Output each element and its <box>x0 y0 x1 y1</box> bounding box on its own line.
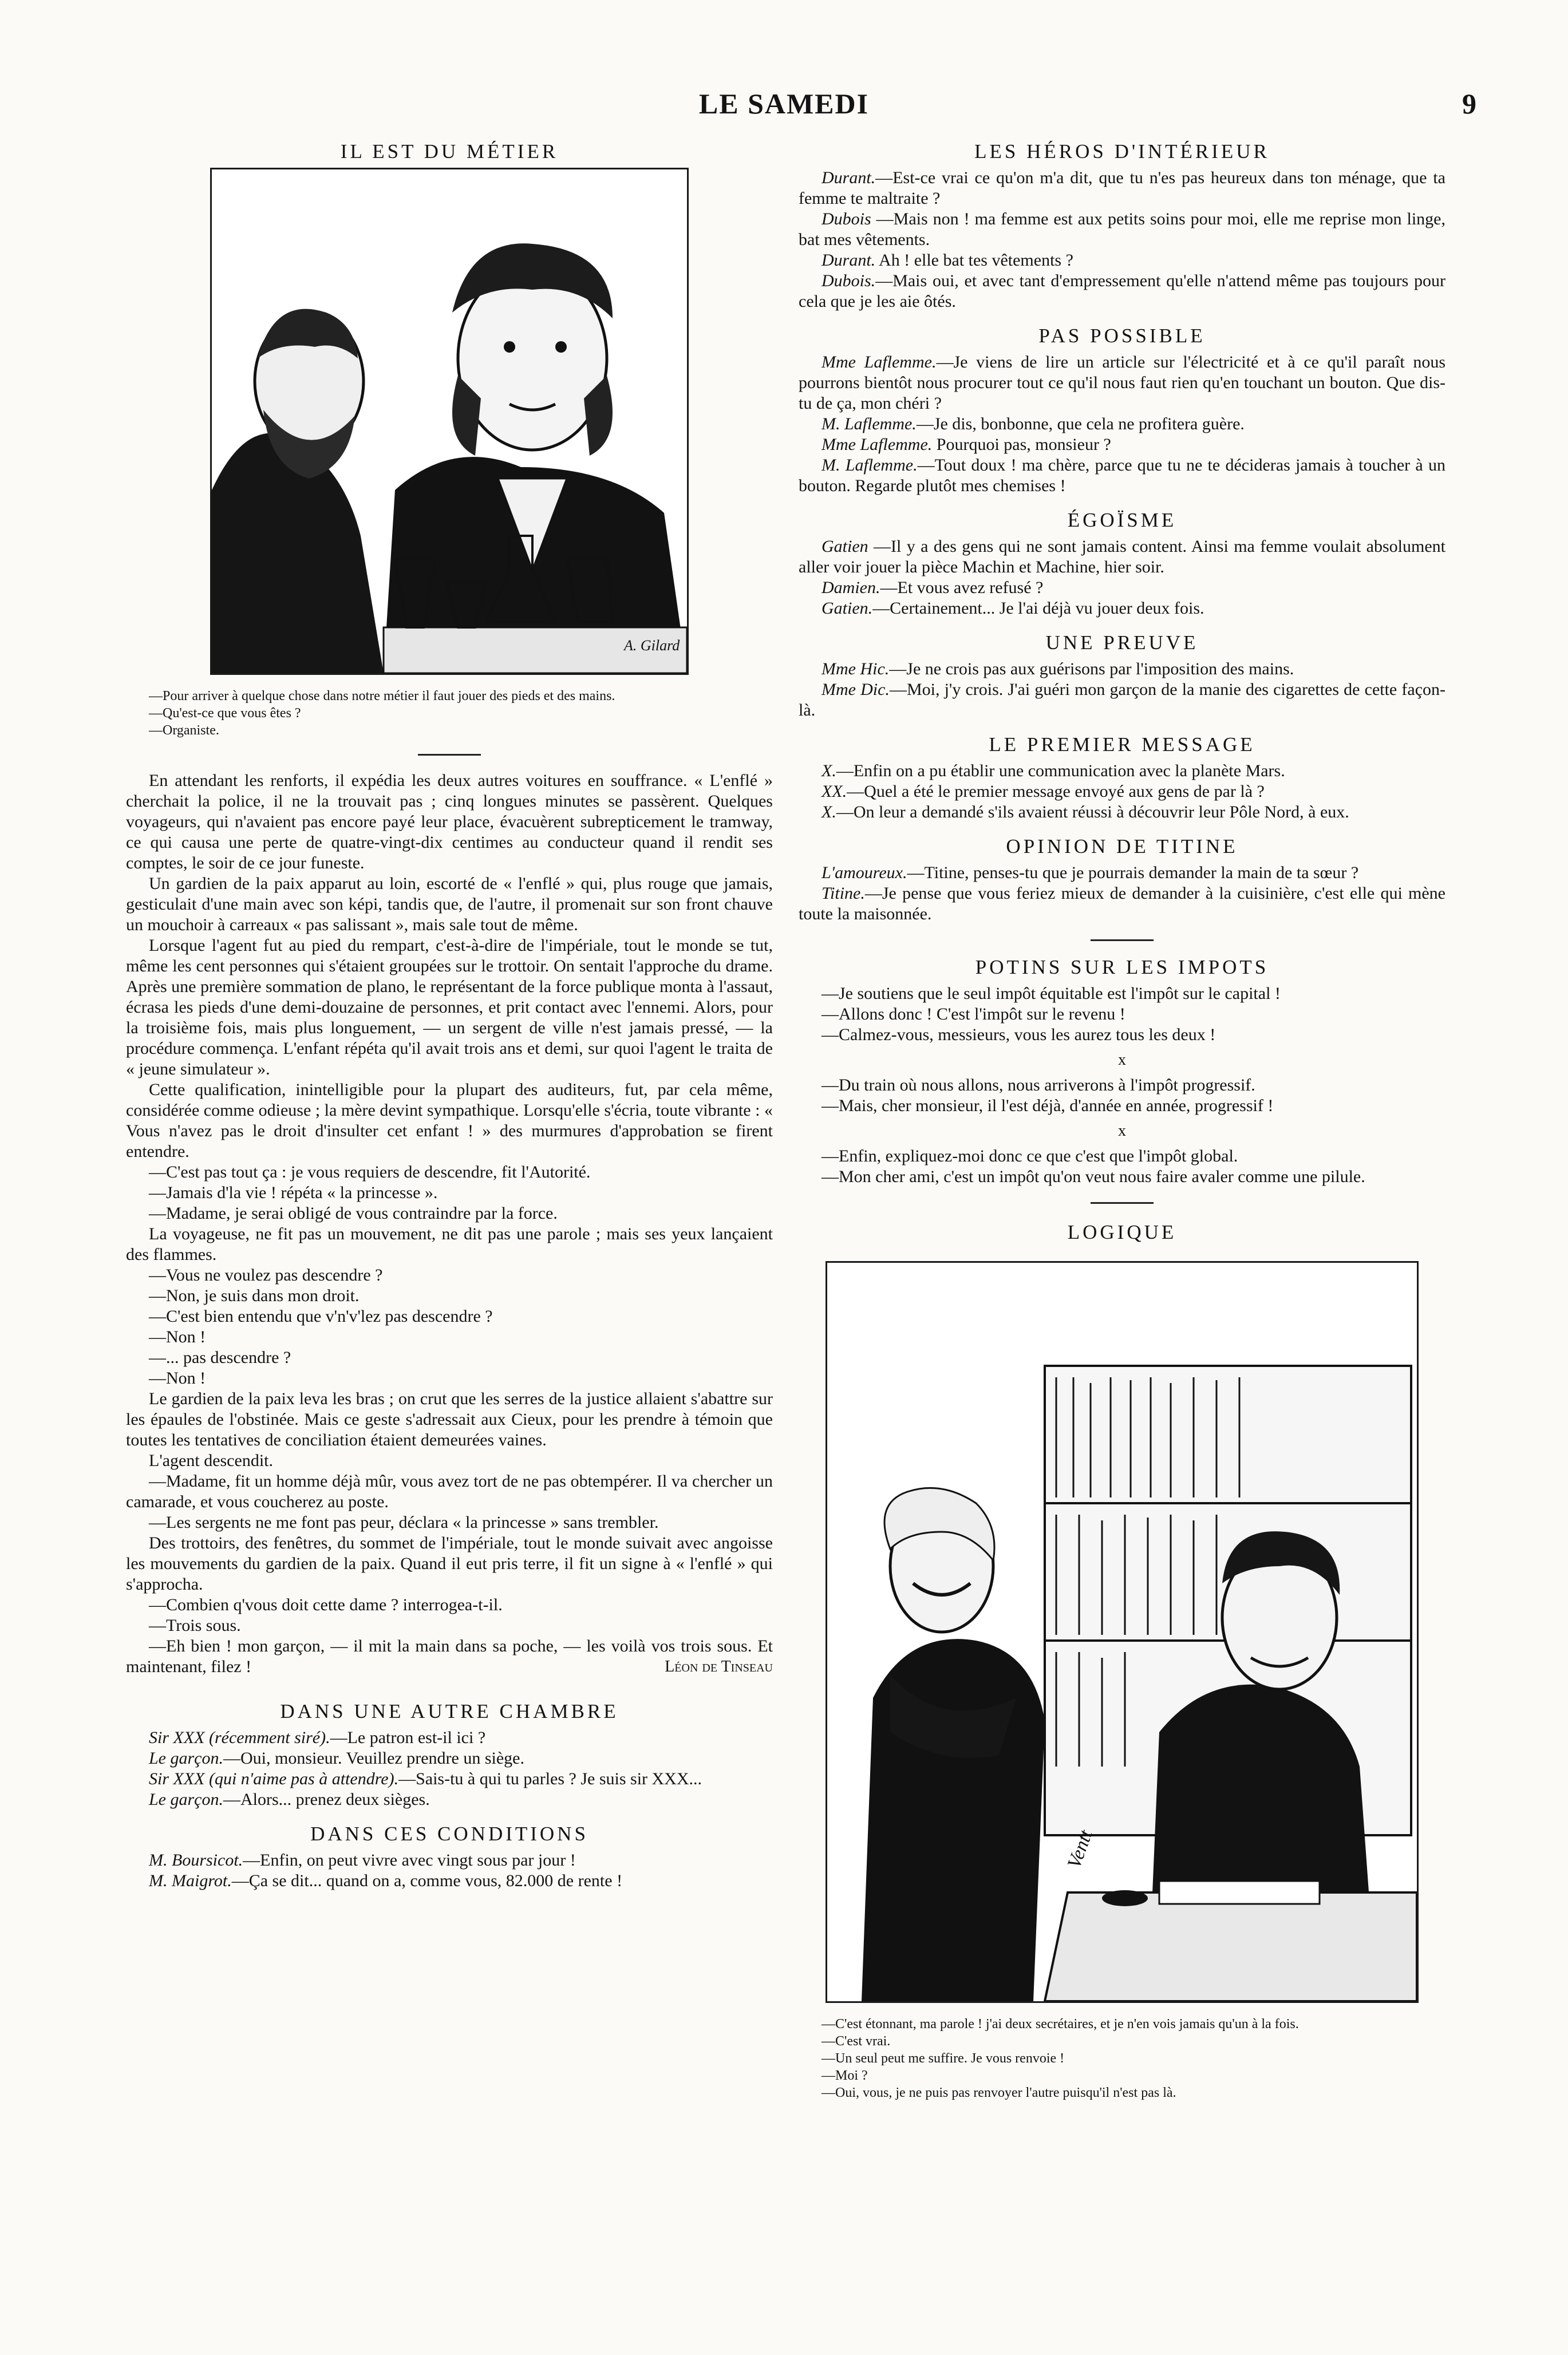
dialogue-line: Sir XXX (qui n'aime pas à attendre).—Sais-tu à qui tu parles ? Je suis sir XXX... <box>149 1769 702 1788</box>
cartoon-illustration <box>826 1261 1419 2003</box>
separator-mark: x <box>1118 1051 1126 1069</box>
section-title: PAS POSSIBLE <box>1038 325 1206 347</box>
dialogue-line: Le garçon.—Oui, monsieur. Veuillez prendre un siège. <box>149 1749 524 1768</box>
dialogue-line: M. Boursicot.—Enfin, on peut vivre avec vingt sous par jour ! <box>149 1851 576 1870</box>
author-signature: Léon de Tinseau <box>665 1658 773 1676</box>
dialogue-line: Mme Hic.—Je ne crois pas aux guérisons par l'imposition des mains. <box>821 659 1294 678</box>
story-paragraph: —Jamais d'la vie ! répéta « la princesse ». <box>149 1183 438 1202</box>
story-paragraph: —Non, je suis dans mon droit. <box>149 1286 360 1305</box>
dialogue-line: —Du train où nous allons, nous arriverons à l'impôt progressif. <box>821 1076 1255 1094</box>
cartoon-title: LOGIQUE <box>1067 1221 1177 1243</box>
story-paragraph: —Combien q'vous doit cette dame ? interrogea-t-il. <box>149 1595 503 1614</box>
dialogue-line: L'amoureux.—Titine, penses-tu que je pourrais demander la main de ta sœur ? <box>821 863 1359 882</box>
dialogue-line: Durant. Ah ! elle bat tes vêtements ? <box>821 251 1073 270</box>
dialogue-line: Titine.—Je pense que vous feriez mieux de demander à la cuisinière, c'est elle qui mène toute la maisonnée. <box>799 884 1445 923</box>
dialogue-line: —Mais, cher monsieur, il l'est déjà, d'année en année, progressif ! <box>821 1096 1274 1115</box>
cartoon-signature: A. Gilard <box>624 637 680 654</box>
caption-line: —C'est étonnant, ma parole ! j'ai deux secrétaires, et je n'en vois jamais qu'un à la fois. <box>821 2017 1299 2032</box>
story-paragraph: Cette qualification, inintelligible pour la plupart des auditeurs, fut, par cela même, considérée comme odieuse ; la mère devint sympathique. Lorsqu'elle s'écria, toute vibrante : « Vous n'avez pas le droit d'insulter cet enfant ! » des murmures d'approbation se firent entendre. <box>126 1080 773 1161</box>
caption-line: —Qu'est-ce que vous êtes ? <box>149 706 301 721</box>
divider <box>1091 1202 1154 1204</box>
caption-line: —Moi ? <box>821 2068 868 2083</box>
dialogue-line: Dubois.—Mais oui, et avec tant d'empressement qu'elle n'attend même pas toujours pour cela que je les aie ôtés. <box>799 271 1445 311</box>
section-title: OPINION DE TITINE <box>1006 835 1238 858</box>
caption-line: —Organiste. <box>149 723 219 738</box>
story-paragraph: —Non ! <box>149 1327 206 1346</box>
section-conditions <box>126 1823 773 1891</box>
section-title: LES HÉROS D'INTÉRIEUR <box>974 140 1270 163</box>
dialogue-line: Dubois —Mais non ! ma femme est aux petits soins pour moi, elle me reprise mon linge, bat mes vêtements. <box>799 210 1445 249</box>
section-message <box>799 733 1445 823</box>
left-column <box>126 140 773 1891</box>
cartoon-signature: Ventt <box>1063 1827 1097 1871</box>
caption-line: —Un seul peut me suffire. Je vous renvoie ! <box>821 2051 1065 2066</box>
dialogue-line: X.—On leur a demandé s'ils avaient réussi à découvrir leur Pôle Nord, à eux. <box>821 803 1349 821</box>
dialogue-line: X.—Enfin on a pu établir une communication avec la planète Mars. <box>821 761 1285 780</box>
section-possible <box>799 325 1445 496</box>
section-title: DANS CES CONDITIONS <box>310 1823 589 1845</box>
section-potins <box>799 956 1445 1187</box>
story-paragraph: —Eh bien ! mon garçon, — il mit la main dans sa poche, — les voilà vos trois sous. Et maintenant, filez ! <box>126 1637 773 1676</box>
dialogue-line: Gatien.—Certainement... Je l'ai déjà vu jouer deux fois. <box>821 599 1204 618</box>
section-title: DANS UNE AUTRE CHAMBRE <box>280 1700 619 1722</box>
story-paragraph: Des trottoirs, des fenêtres, du sommet de l'impériale, tout le monde suivait avec angoisse les mouvements du gardien de la paix. Quand il eut pris terre, il fit un signe à « l'enflé » qui s'approcha. <box>126 1534 773 1594</box>
divider <box>418 754 481 756</box>
caption-line: —Oui, vous, je ne puis pas renvoyer l'autre puisqu'il n'est pas là. <box>821 2085 1176 2100</box>
dialogue-line: Mme Laflemme. Pourquoi pas, monsieur ? <box>821 435 1111 454</box>
story-paragraph: Un gardien de la paix apparut au loin, escorté de « l'enflé » qui, plus rouge que jamais, gesticulait d'une main avec son képi, tandis que, de l'autre, il promenait sur son front chauve un mouchoir à carreaux « pas salissant », mais sale tout de même. <box>126 874 773 934</box>
right-column <box>799 140 1445 2101</box>
section-preuve <box>799 631 1445 721</box>
story-paragraph: La voyageuse, ne fit pas un mouvement, ne dit pas une parole ; mais ses yeux lançaient des flammes. <box>126 1224 773 1264</box>
story-paragraph: —Non ! <box>149 1369 206 1388</box>
dialogue-line: —Mon cher ami, c'est un impôt qu'on veut nous faire avaler comme une pilule. <box>821 1167 1365 1186</box>
story-paragraph: —C'est bien entendu que v'n'v'lez pas descendre ? <box>149 1307 493 1326</box>
story-paragraph: —Madame, je serai obligé de vous contraindre par la force. <box>149 1204 558 1223</box>
dialogue-line: Damien.—Et vous avez refusé ? <box>821 578 1044 597</box>
cartoon-caption <box>799 2016 1445 2101</box>
dialogue-line: Mme Dic.—Moi, j'y crois. J'ai guéri mon garçon de la manie des cigarettes de cette façon-là. <box>799 680 1446 720</box>
page-number: 9 <box>1462 88 1476 120</box>
divider <box>1091 939 1154 941</box>
story-paragraph: —Vous ne voulez pas descendre ? <box>149 1266 383 1285</box>
story-paragraph: —Trois sous. <box>149 1616 241 1635</box>
section-title: UNE PREUVE <box>1045 631 1199 654</box>
dialogue-line: —Enfin, expliquez-moi donc ce que c'est que l'impôt global. <box>821 1147 1238 1165</box>
dialogue-line: Durant.—Est-ce vrai ce qu'on m'a dit, que tu n'es pas heureux dans ton ménage, que ta femme te maltraite ? <box>799 168 1445 208</box>
story-paragraph: —Les sergents ne me font pas peur, déclara « la princesse » sans trembler. <box>149 1513 659 1532</box>
story-paragraph: —Madame, fit un homme déjà mûr, vous avez tort de ne pas obtempérer. Il va chercher un camarade, et vous coucherez au poste. <box>126 1472 773 1511</box>
caption-line: —Pour arriver à quelque chose dans notre métier il faut jouer des pieds et des mains. <box>149 689 615 704</box>
section-title: ÉGOÏSME <box>1067 509 1177 531</box>
dialogue-line: —Allons donc ! C'est l'impôt sur le revenu ! <box>821 1005 1125 1024</box>
caption-line: —C'est vrai. <box>821 2034 891 2049</box>
separator-mark: x <box>1118 1122 1126 1140</box>
section-chambre <box>126 1700 773 1810</box>
section-titine <box>799 835 1445 924</box>
dialogue-line: Gatien —Il y a des gens qui ne sont jamais content. Ainsi ma femme voulait absolument aller voir jouer la pièce Machin et Machine, hier soir. <box>799 537 1445 576</box>
dialogue-line: Mme Laflemme.—Je viens de lire un article sur l'électricité et à ce qu'il paraît nous pourrons bientôt nous procurer tout ce qu'il nous faut rien qu'en touchant un bouton. Que dis-tu de ça, mon chéri ? <box>799 353 1445 413</box>
story-paragraph: L'agent descendit. <box>149 1451 273 1470</box>
story-paragraph: —... pas descendre ? <box>149 1348 291 1367</box>
story-text <box>126 770 773 1677</box>
story-paragraph: En attendant les renforts, il expédia les deux autres voitures en souffrance. « L'enflé » cherchait la police, il ne la trouvait pas ; cinq longues minutes se passèrent. Quelques voyageurs, qui n'avaient pas encore payé leur place, évacuèrent subrepticement le tramway, ce qui causa une perte de quatre-vingt-dix centimes au conducteur quand il rendit ses comptes, le soir de ce jour funeste. <box>126 771 773 872</box>
cartoon-title: IL EST DU MÉTIER <box>340 140 559 163</box>
dialogue-line: Sir XXX (récemment siré).—Le patron est-il ici ? <box>149 1728 486 1747</box>
dialogue-line: —Je soutiens que le seul impôt équitable est l'impôt sur le capital ! <box>821 984 1281 1003</box>
section-heros <box>799 140 1445 312</box>
dialogue-line: —Calmez-vous, messieurs, vous les aurez tous les deux ! <box>821 1025 1216 1044</box>
section-egoisme <box>799 509 1445 619</box>
story-paragraph: Le gardien de la paix leva les bras ; on crut que les serres de la justice allaient s'abattre sur les épaules de l'obstinée. Mais ce geste s'adressait aux Cieux, pour les prendre à témoin que toutes les tentatives de conciliation étaient demeurées vaines. <box>126 1389 773 1449</box>
story-paragraph: Lorsque l'agent fut au pied du rempart, c'est-à-dire de l'impériale, tout le monde se tut, même les cent personnes qui s'étaient groupées sur le trottoir. On sentait l'approche du drame. Après une première sommation de plano, le représentant de la force publique monta à l'assaut, écrasa les pieds d'une demi-douzaine de personnes, et prit contact avec l'ennemi. Alors, pour la troisième fois, mais plus longuement, — un sergent de ville n'est jamais pressé, — la procédure commença. L'enfant répéta qu'il avait trois ans et demi, sur quoi l'agent le traita de « jeune simulateur ». <box>126 936 773 1078</box>
section-title: POTINS SUR LES IMPOTS <box>975 956 1269 978</box>
story-paragraph: —C'est pas tout ça : je vous requiers de descendre, fit l'Autorité. <box>149 1163 591 1182</box>
section-title: LE PREMIER MESSAGE <box>989 733 1255 756</box>
dialogue-line: M. Maigrot.—Ça se dit... quand on a, comme vous, 82.000 de rente ! <box>149 1871 623 1890</box>
dialogue-line: XX.—Quel a été le premier message envoyé aux gens de par là ? <box>821 782 1265 801</box>
cartoon-caption <box>126 687 773 739</box>
dialogue-line: M. Laflemme.—Tout doux ! ma chère, parce que tu ne te décideras jamais à toucher à un bouton. Regarde plutôt mes chemises ! <box>799 456 1445 495</box>
cartoon-illustration <box>210 168 689 675</box>
dialogue-line: M. Laflemme.—Je dis, bonbonne, que cela ne profitera guère. <box>821 414 1245 433</box>
newspaper-title: LE SAMEDI <box>698 88 870 120</box>
dialogue-line: Le garçon.—Alors... prenez deux sièges. <box>149 1790 430 1809</box>
